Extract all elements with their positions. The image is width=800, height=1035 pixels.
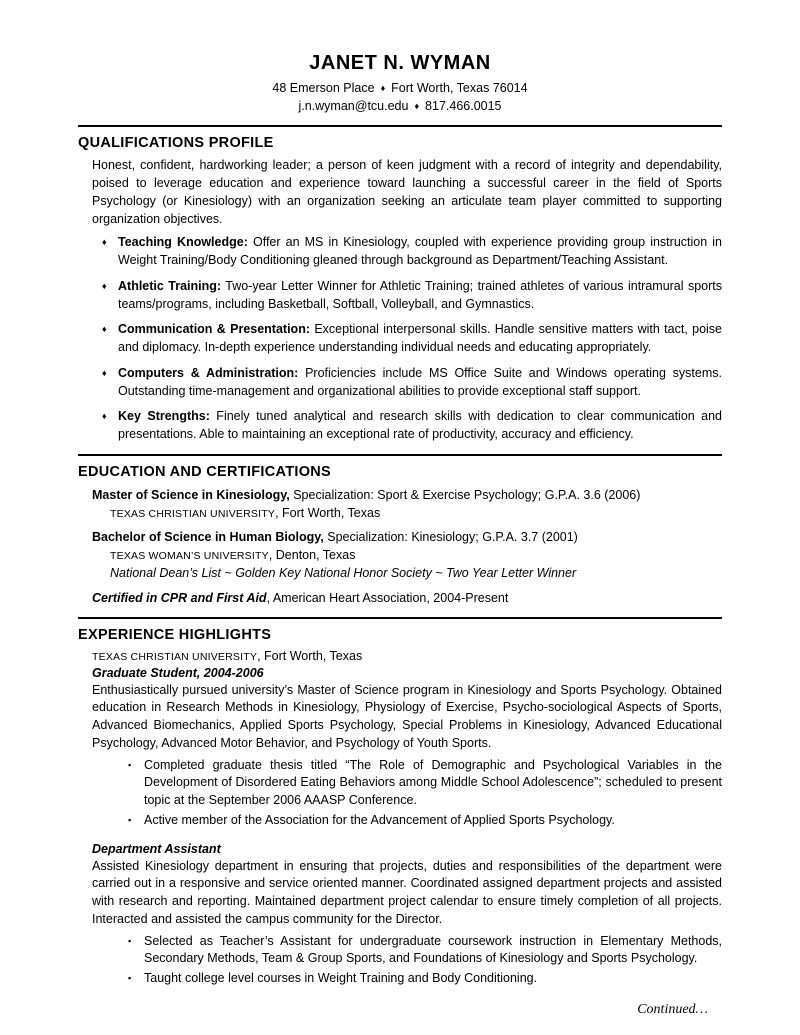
- bullet-text: Proficiencies include MS Office Suite and Windows operating systems. Outstanding time-management and organizational abilities to provide exceptional staff support.: [118, 365, 722, 398]
- bullet-label: Athletic Training:: [118, 278, 222, 293]
- experience-role-bullets: [92, 933, 722, 988]
- list-item: ▪ Selected as Teacher’s Assistant for undergraduate coursework instruction in Elementary Methods, Secondary Methods, Team & Group Sports, and Foundations of Kinesiology and Sports Psychology.: [128, 933, 722, 969]
- bullet-label: Teaching Knowledge:: [118, 235, 248, 250]
- role-title: Graduate Student,: [92, 665, 201, 680]
- list-item: [102, 365, 722, 401]
- education-honors: National Dean’s List ~ Golden Key National Honor Society ~ Two Year Letter Winner: [110, 566, 577, 581]
- school-location: , Denton, Texas: [268, 548, 356, 563]
- email[interactable]: j.n.wyman@tcu.edu: [298, 99, 409, 114]
- experience-role-bullets: [92, 757, 722, 830]
- list-item: [102, 234, 722, 270]
- certification-line: [92, 589, 722, 607]
- section-heading-experience: EXPERIENCE HIGHLIGHTS: [78, 626, 272, 643]
- school-name: TEXAS WOMAN’S UNIVERSITY: [110, 550, 269, 563]
- section-qualifications: [78, 135, 722, 444]
- divider-education: [78, 454, 722, 456]
- section-education: [78, 464, 722, 607]
- experience-role-title: [92, 842, 722, 856]
- list-item: ▪ Completed graduate thesis titled “The Role of Demographic and Psychological Variables in the Development of Disordered Eating Behaviors among Middle School Adolescence”; scheduled to present topic at the September 2006 AAASP Conference.: [128, 757, 722, 810]
- bullet-label: Communication & Presentation:: [118, 322, 310, 337]
- section-experience: [78, 627, 722, 988]
- section-heading-education: EDUCATION AND CERTIFICATIONS: [78, 463, 332, 480]
- role-dates: 2004-2006: [200, 665, 264, 680]
- organization-location: , Fort Worth, Texas: [257, 648, 363, 663]
- qualifications-bullet-list: [78, 234, 722, 444]
- degree-detail: Specialization: Kinesiology; G.P.A. 3.7 (2001): [323, 530, 578, 545]
- contact-line-1: [78, 79, 722, 97]
- bullet-label: Computers & Administration:: [118, 365, 299, 380]
- separator-icon: ♦: [380, 83, 386, 94]
- organization-name: TEXAS CHRISTIAN UNIVERSITY: [92, 650, 258, 663]
- candidate-name-text: JANET N. WYMAN: [309, 52, 491, 74]
- list-item: [102, 408, 722, 444]
- address: 48 Emerson Place: [272, 81, 375, 95]
- bullet-text: Two-year Letter Winner for Athletic Training; trained athletes of various intramural sports teams/programs, including Basketball, Softball, Volleyball, and Gymnastics.: [118, 278, 723, 311]
- education-entries: [78, 486, 722, 607]
- phone: 817.466.0015: [425, 99, 502, 114]
- degree-title: Bachelor of Science in Human Biology,: [92, 530, 324, 545]
- degree-detail: Specialization: Sport & Exercise Psychology; G.P.A. 3.6 (2006): [289, 487, 641, 502]
- resume-header: [78, 52, 722, 115]
- school-name: TEXAS CHRISTIAN UNIVERSITY: [110, 507, 276, 520]
- bullet-text: Offer an MS in Kinesiology, coupled with experience providing group instruction in Weight Training/Body Conditioning gleaned through background as Department/Teaching Assistant.: [118, 235, 722, 267]
- experience-body: [78, 649, 722, 988]
- qualifications-summary: Honest, confident, hardworking leader; a person of keen judgment with a record of integrity and dependability, poised to leverage education and experience toward launching a successful career in the field of Sports Psychology (or Kinesiology) with an organization seeking an articulate team player committed to supporting organization objectives.: [92, 158, 722, 226]
- degree-title: Master of Science in Kinesiology,: [92, 487, 290, 502]
- certification-detail: , American Heart Association, 2004-Present: [266, 590, 509, 605]
- candidate-name: [78, 52, 722, 75]
- role-title: Department Assistant: [92, 841, 221, 856]
- list-item: [102, 321, 722, 357]
- education-school-line: [92, 504, 722, 522]
- certification-label: Certified in CPR and First Aid: [92, 590, 267, 605]
- bullet-text: Exceptional interpersonal skills. Handle sensitive matters with tact, poise and diplomacy. In-depth experience understanding individual needs and educating appropriately.: [118, 322, 722, 354]
- bullet-text: Finely tuned analytical and research skills with dedication to clear communication and presentations. Able to maintaining an exceptional rate of productivity, accuracy and efficiency.: [118, 409, 723, 441]
- education-entry: [92, 528, 722, 546]
- education-entry: [92, 486, 722, 504]
- spacer: [92, 832, 722, 842]
- bullet-label: Key Strengths:: [118, 409, 210, 424]
- city-state-zip: Fort Worth, Texas 76014: [391, 81, 528, 95]
- experience-role-title: [92, 666, 722, 680]
- experience-role-description: Enthusiastically pursued university’s Master of Science program in Kinesiology and Sports Psychology. Obtained education in Research Methods in Kinesiology, Physiology of Exercise, Psycho-sociological Aspects of Sports, Advanced Biomechanics, Applied Sports Psychology, Special Problems in Kinesiology, Advanced Educational Psychology, Advanced Motor Behavior, and Psychology of Youth Sports.: [92, 682, 722, 750]
- list-item: ▪ Active member of the Association for the Advancement of Applied Sports Psychology.: [128, 812, 722, 830]
- divider-experience: [78, 617, 722, 619]
- divider-header: [78, 125, 722, 127]
- contact-line-2: [78, 97, 722, 115]
- section-heading-qualifications: QUALIFICATIONS PROFILE: [78, 135, 274, 152]
- experience-role-description: Assisted Kinesiology department in ensuring that projects, duties and responsibilities of the department were carried out in a responsive and service oriented manner. Coordinated assigned department projects and assisted with research and reporting. Maintained department project calendar to ensure timely completion of all projects. Interacted and assisted the campus community for the Director.: [92, 858, 722, 926]
- continued-label: Continued…: [637, 1001, 708, 1017]
- education-school-line: [92, 546, 722, 564]
- school-location: , Fort Worth, Texas: [275, 505, 381, 520]
- separator-icon: ♦: [414, 101, 420, 112]
- list-item: ▪ Taught college level courses in Weight Training and Body Conditioning.: [128, 970, 722, 988]
- experience-organization-line: [92, 649, 722, 663]
- list-item: [102, 278, 722, 314]
